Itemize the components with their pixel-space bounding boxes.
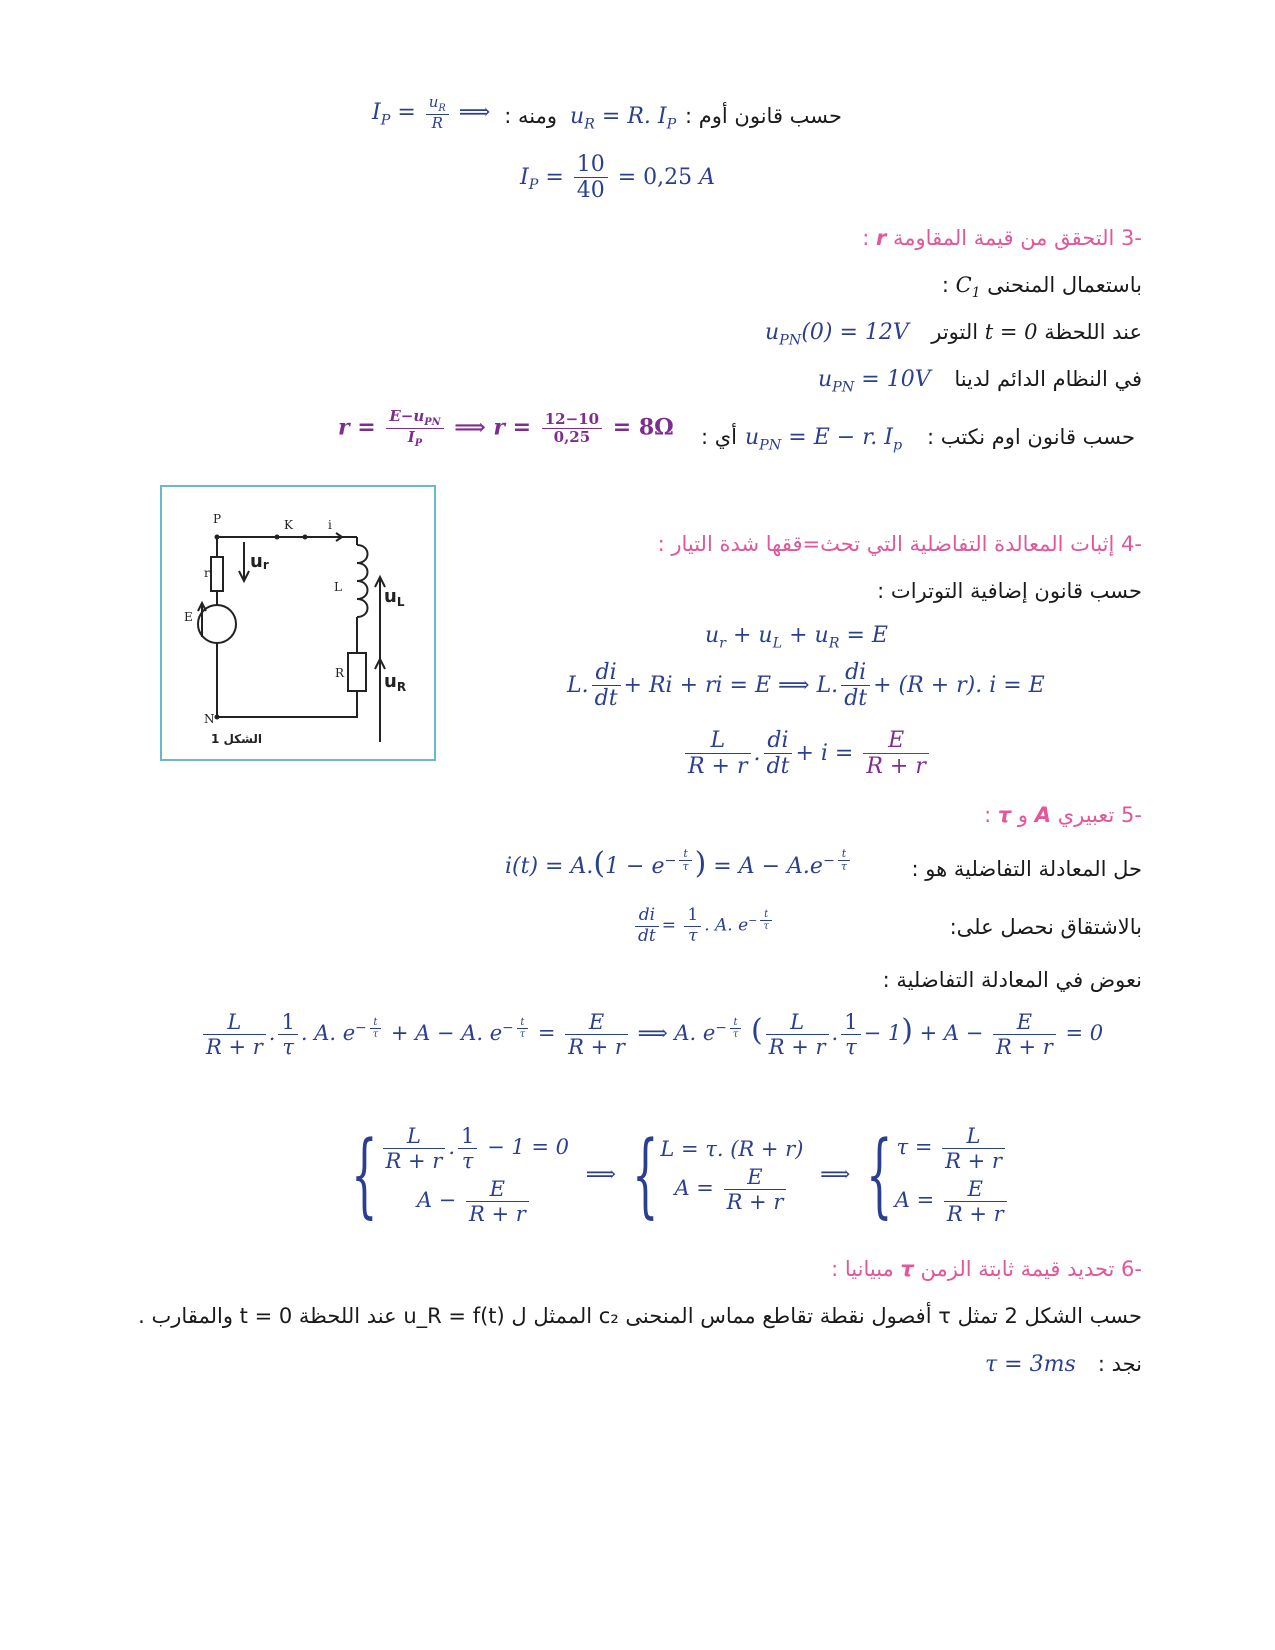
differential-equation-2: $\frac{L}{R + r}$ . $\frac{di}{dt}$ + i = $\frac{E}{R + r}$ (682, 728, 932, 780)
label-ur: ur (250, 551, 269, 572)
upn-ohm-equation: $u_{PN} = E - r$. $I_p$ (745, 425, 903, 454)
ohm-law-equation: $u_R = R$. $I_P$ (570, 104, 677, 133)
section-6-line-2: نجد : (1097, 1352, 1142, 1376)
bottom-wire (217, 643, 357, 717)
label-R: R (335, 666, 345, 680)
section-4-line-1: حسب قانون إضافية التوترات : (877, 579, 1142, 603)
label-P: P (213, 512, 222, 526)
frac-num: $u_R$ (426, 94, 449, 115)
label-uR: $u_R$ (384, 671, 407, 694)
section-6-line-1: حسب الشكل 2 تمثل τ أفصول نقطة تقاطع مماس المنحنى c₂ الممثل ل u_R = f(t) عند اللحظة t = 0 والمقارب . (138, 1304, 1142, 1328)
voltage-sum-equation: $u_r + u_L + u_R = E$ (705, 623, 888, 652)
resistor-R (348, 653, 366, 691)
label-N: N (204, 712, 215, 726)
upn0-equation: $u_{PN}(0) = 12V$ (765, 320, 909, 349)
frac-num: 10 (574, 152, 608, 178)
ohm-law-text: حسب قانون أوم : (685, 104, 842, 128)
generator-E (198, 605, 236, 643)
label-E: E (184, 610, 193, 624)
section-3-title: -3 التحقق من قيمة المقاومة r : (862, 226, 1142, 250)
solution-equation: $i(t) = A.(1 - e^{- \frac{t}{\tau}}$ ) = $A - A.e^{- \frac{t}{\tau}}$ (505, 846, 853, 881)
differential-equation-1: L. $\frac{di}{dt}$ + Ri + ri = E ⟹ L. $\frac{di}{dt}$ + (R + r). i = E (567, 660, 1045, 712)
label-r: r (204, 566, 210, 580)
frac-den: 40 (576, 178, 605, 204)
section-3-line-4: حسب قانون اوم نكتب : (926, 425, 1135, 449)
r-calculation: r = $\frac{E-u_{PN}}{I_P}$ ⟹ r = $\frac{12-10}{0,25}$ = 8Ω (338, 407, 674, 450)
section-3-line-2: عند اللحظة t = 0 التوتر (931, 320, 1142, 344)
circuit-figure (160, 485, 436, 761)
label-uL: $u_L$ (384, 586, 405, 609)
ip-value-equation: $I_P$ = $\frac{10}{40}$ = 0,25 A (520, 152, 716, 204)
section-4-title: -4 إثبات المعالدة التفاضلية التي تحث=ققها شدة التيار : (657, 532, 1142, 556)
circuit-diagram (162, 487, 434, 759)
section-5-line-1: حل المعادلة التفاضلية هو : (911, 857, 1142, 881)
label-K: K (284, 518, 293, 532)
derivative-equation: $\frac{di}{dt}$ = $\frac{1}{\tau}$ . A. $e^{- \frac{t}{\tau}}$ (632, 906, 775, 946)
upn-equation: $u_{PN} = 10V$ (818, 367, 931, 396)
section-6-title: -6 تحديد قيمة ثابتة الزمن τ مبيانيا : (831, 1257, 1142, 1281)
substitution-equation: $\frac{L}{R + r}$ . $\frac{1}{\tau}$ . A. $e^{- \frac{t}{\tau}}$ + A − A. $e^{- \frac{t}{\tau}}$ = $\frac{E}{R + r}$ ⟹ A. $e^{- \frac{t}{\tau}}$ ( $\frac{L}{R + r}$ . $\frac{1}{\tau}$ − 1) + A − $\frac{E}{R + r}$ = 0 (200, 1010, 1103, 1059)
section-3-line-3: في النظام الدائم لدينا (954, 367, 1142, 391)
section-5-line-2: بالاشتقاق نحصل على: (949, 915, 1142, 939)
tau-value: τ = 3ms (985, 1352, 1076, 1377)
label-i: i (328, 518, 332, 532)
ay-text: أي : (700, 425, 737, 449)
system-equations: { $\frac{L}{R + r}$ . $\frac{1}{\tau}$ − 1 = 0 A − $\frac{E}{R + r}$ ⟹ { L = τ. (R + r) A = $\frac{E}{R + r}$ ⟹ { τ = $\frac{L}{R + r}$ A = $\frac{E}{R + r}$ (335, 1120, 1010, 1231)
section-5-line-3: نعوض في المعادلة التفاضلية : (882, 968, 1142, 992)
frac-den: R (431, 114, 443, 133)
figure-caption: الشكل 1 (210, 732, 262, 746)
inductor-L (357, 545, 368, 653)
section-3-line-1: باستعمال المنحنى $C_1$ : (941, 273, 1142, 302)
resistor-r (211, 557, 223, 591)
then-text: ومنه : (504, 104, 557, 128)
ip-formula: $I_P$ = $\frac{u_R}{R}$ ⟹ (372, 93, 491, 133)
label-L: L (334, 580, 342, 594)
section-5-title: -5 تعبيري A و τ : (984, 803, 1142, 827)
